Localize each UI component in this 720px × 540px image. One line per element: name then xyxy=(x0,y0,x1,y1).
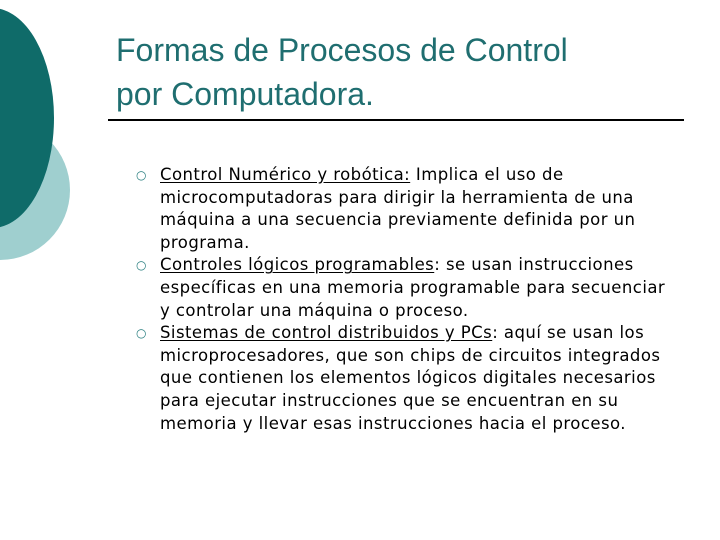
bullet-text: : aquí se usan los microprocesadores, que son chips de circuitos integrados que contienen los elementos lógicos digitales necesarios para ejecutar instrucciones que se encuentran en su memoria y llevar esas instrucciones hacia el proceso. xyxy=(160,323,661,433)
bullet-list xyxy=(136,164,676,435)
title-underline xyxy=(108,119,684,121)
decorative-circles xyxy=(0,0,120,300)
bullet-term: Control Numérico y robótica: xyxy=(160,165,411,184)
hollow-circle-bullet-icon: ○ xyxy=(136,168,147,182)
bullet-term: Sistemas de control distribuidos y PCs xyxy=(160,323,493,343)
bullet-item-1 xyxy=(136,164,676,254)
hollow-circle-bullet-icon: ○ xyxy=(136,258,147,273)
bullet-text: Implica el uso de microcomputadoras para dirigir la herramienta de una máquina a una secuencia previamente definida por un programa. xyxy=(160,165,636,252)
slide-title-line-1: Formas de Procesos de Control xyxy=(116,32,568,68)
bullet-item-2 xyxy=(136,254,676,322)
bullet-text: : se usan instrucciones específicas en una memoria programable para secuenciar y controlar una máquina o proceso. xyxy=(160,255,666,320)
hollow-circle-bullet-icon: ○ xyxy=(136,326,147,341)
slide-title xyxy=(116,28,676,116)
bullet-term: Controles lógicos programables xyxy=(160,255,435,275)
bullet-item-3 xyxy=(136,322,676,435)
slide-title-line-2: por Computadora. xyxy=(116,76,374,112)
